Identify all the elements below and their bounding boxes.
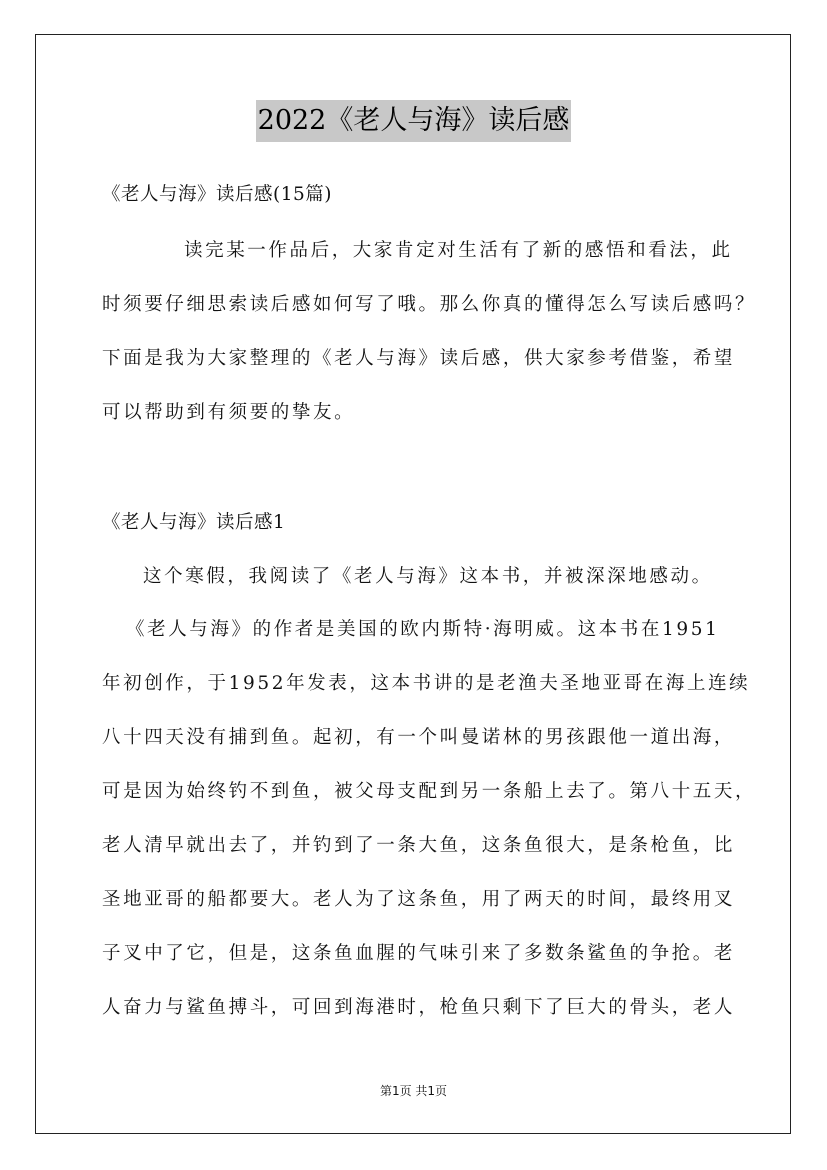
title-container [0,100,827,142]
document-title: 2022《老人与海》读后感 [256,100,572,142]
page-number-footer: 第1页 共1页 [379,1084,448,1098]
section1-line-3: 年初创作，于1952年发表，这本书讲的是老渔夫圣地亚哥在海上连续 [102,673,751,694]
section1-line-8: 子叉中了它，但是，这条鱼血腥的气味引来了多数条鲨鱼的争抢。老 [102,943,736,964]
section1-line-9: 人奋力与鲨鱼搏斗，可回到海港时，枪鱼只剩下了巨大的骨头，老人 [102,997,736,1018]
document-subtitle: 《老人与海》读后感(15篇) [102,184,332,205]
section1-heading: 《老人与海》读后感1 [102,512,286,533]
intro-line-4: 可以帮助到有须要的挚友。 [102,402,356,423]
section1-line-5: 可是因为始终钓不到鱼，被父母支配到另一条船上去了。第八十五天， [102,781,757,802]
section1-line-6: 老人清早就出去了，并钓到了一条大鱼，这条鱼很大，是条枪鱼，比 [102,835,736,856]
section1-line-1: 这个寒假，我阅读了《老人与海》这本书，并被深深地感动。 [143,566,713,587]
intro-line-2: 时须要仔细思索读后感如何写了哦。那么你真的懂得怎么写读后感吗？ [102,294,757,315]
intro-line-1: 读完某一作品后，大家肯定对生活有了新的感悟和看法，此 [184,240,733,261]
intro-line-3: 下面是我为大家整理的《老人与海》读后感，供大家参考借鉴，希望 [102,348,736,369]
section1-line-7: 圣地亚哥的船都要大。老人为了这条鱼，用了两天的时间，最终用叉 [102,889,736,910]
section1-line-2: 《老人与海》的作者是美国的欧内斯特·海明威。这本书在1951 [126,619,720,640]
section1-line-4: 八十四天没有捕到鱼。起初，有一个叫曼诺林的男孩跟他一道出海， [102,727,736,748]
